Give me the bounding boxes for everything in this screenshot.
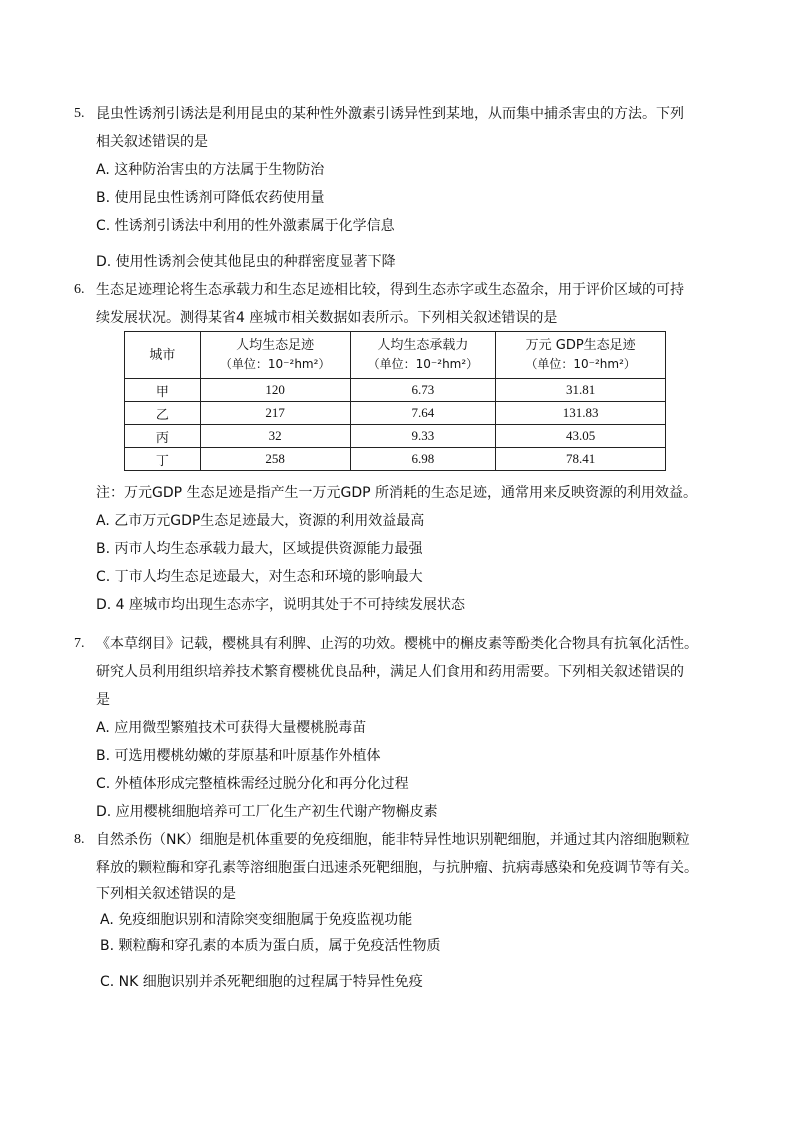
- table-cell: 丁: [125, 448, 201, 471]
- option-b: B. 可选用樱桃幼嫩的芽原基和叶原基作外植体: [96, 748, 381, 764]
- question-stem: 释放的颗粒酶和穿孔素等溶细胞蛋白迅速杀死靶细胞，与抗肿瘤、抗病毒感染和免疫调节等有关。: [96, 860, 698, 876]
- option-b: B. 使用昆虫性诱剂可降低农药使用量: [96, 190, 325, 206]
- option-c: C. 外植体形成完整植株需经过脱分化和再分化过程: [96, 776, 409, 792]
- table-cell: 甲: [125, 379, 201, 402]
- question-stem: 研究人员利用组织培养技术繁育樱桃优良品种，满足人们食用和药用需要。下列相关叙述错误的: [96, 664, 684, 680]
- question-stem: 下列相关叙述错误的是: [96, 886, 236, 902]
- option-b: B. 颗粒酶和穿孔素的本质为蛋白质，属于免疫活性物质: [100, 938, 441, 954]
- option-c: C. 性诱剂引诱法中利用的性外激素属于化学信息: [96, 218, 395, 234]
- question-number: 5.: [74, 106, 85, 121]
- table-cell: 31.81: [496, 379, 666, 402]
- option-b: B. 丙市人均生态承载力最大，区域提供资源能力最强: [96, 541, 423, 557]
- option-d: D. 4 座城市均出现生态赤字，说明其处于不可持续发展状态: [96, 597, 466, 613]
- option-d: D. 使用性诱剂会使其他昆虫的种群密度显著下降: [96, 254, 396, 270]
- table-header-gdp-footprint: 万元 GDP生态足迹 （单位：10⁻²hm²）: [496, 332, 666, 379]
- question-stem: 昆虫性诱剂引诱法是利用昆虫的某种性外激素引诱异性到某地，从而集中捕杀害虫的方法。下列: [96, 106, 684, 122]
- table-row: [125, 402, 666, 425]
- table-cell: 乙: [125, 402, 201, 425]
- table-note: 注：万元GDP 生态足迹是指产生一万元GDP 所消耗的生态足迹，通常用来反映资源的利用效益。: [96, 485, 698, 501]
- table-cell: 丙: [125, 425, 201, 448]
- table-cell: 120: [200, 379, 350, 402]
- data-table: [124, 331, 666, 471]
- table-cell: 9.33: [350, 425, 496, 448]
- question-stem: 自然杀伤（NK）细胞是机体重要的免疫细胞，能非特异性地识别靶细胞，并通过其内溶细胞颗粒: [96, 832, 690, 848]
- option-c: C. NK 细胞识别并杀死靶细胞的过程属于特异性免疫: [100, 974, 423, 990]
- option-a: A. 应用微型繁殖技术可获得大量樱桃脱毒苗: [96, 720, 367, 736]
- question-stem: 相关叙述错误的是: [96, 134, 208, 150]
- table-cell: 7.64: [350, 402, 496, 425]
- question-stem: 是: [96, 692, 110, 708]
- question-stem: 生态足迹理论将生态承载力和生态足迹相比较，得到生态赤字或生态盈余，用于评价区域的可持: [96, 282, 684, 298]
- option-a: A. 这种防治害虫的方法属于生物防治: [96, 162, 325, 178]
- table-cell: 6.98: [350, 448, 496, 471]
- question-stem: 续发展状况。测得某省4 座城市相关数据如表所示。下列相关叙述错误的是: [96, 310, 558, 326]
- table-header-row: [125, 332, 666, 379]
- table-cell: 6.73: [350, 379, 496, 402]
- table-row: [125, 379, 666, 402]
- table-cell: 131.83: [496, 402, 666, 425]
- table-header-footprint: 人均生态足迹 （单位：10⁻²hm²）: [200, 332, 350, 379]
- option-c: C. 丁市人均生态足迹最大，对生态和环境的影响最大: [96, 569, 423, 585]
- table-header-city: 城市: [125, 332, 201, 379]
- option-d: D. 应用樱桃细胞培养可工厂化生产初生代谢产物槲皮素: [96, 804, 438, 820]
- question-number: 8.: [74, 832, 85, 847]
- table-cell: 43.05: [496, 425, 666, 448]
- table-cell: 217: [200, 402, 350, 425]
- table-row: [125, 425, 666, 448]
- table-header-capacity: 人均生态承载力 （单位：10⁻²hm²）: [350, 332, 496, 379]
- table-row: [125, 448, 666, 471]
- table-cell: 258: [200, 448, 350, 471]
- question-number: 7.: [74, 636, 85, 651]
- option-a: A. 乙市万元GDP生态足迹最大，资源的利用效益最高: [96, 513, 425, 529]
- question-stem: 《本草纲目》记载，樱桃具有利脾、止泻的功效。樱桃中的槲皮素等酚类化合物具有抗氧化活性。: [96, 636, 698, 652]
- table-cell: 78.41: [496, 448, 666, 471]
- option-a: A. 免疫细胞识别和清除突变细胞属于免疫监视功能: [100, 912, 413, 928]
- question-number: 6.: [74, 282, 85, 297]
- table-cell: 32: [200, 425, 350, 448]
